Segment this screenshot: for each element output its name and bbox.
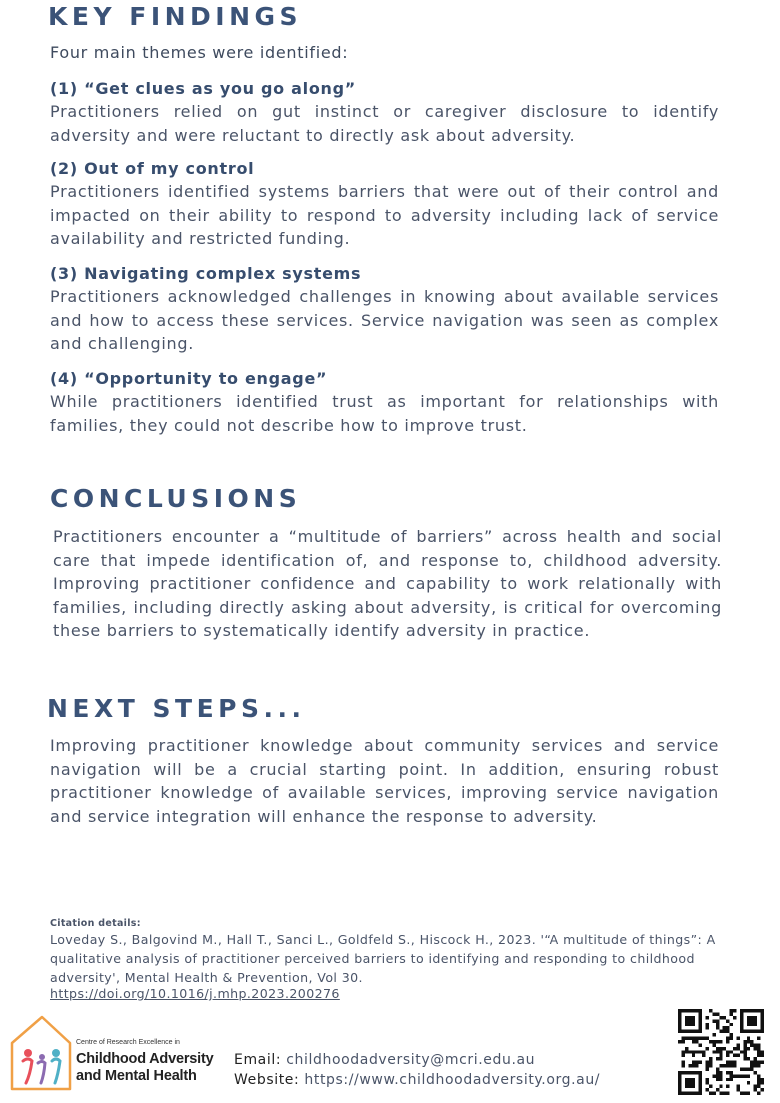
cre-logo [8,1013,228,1095]
conclusions-text: Practitioners encounter a “multitude of barriers” across health and social care that impede identification of, and response to, childhood adversity. Improving practitioner confidence and capability to work relationally with families, including directly asking about adversity, is critical for overcoming these barriers to systematically identify adversity in practice. [53,527,722,640]
logo-subtitle: Centre of Research Excellence in [76,1039,180,1046]
theme-2 [50,157,719,251]
theme-text: Practitioners acknowledged challenges in knowing about available services and how to access these services. Service navigation was seen as complex and challenging. [50,287,719,353]
logo-title [76,1051,236,1085]
conclusions-heading: CONCLUSIONS [50,484,302,513]
theme-title: (2) Out of my control [50,159,255,178]
website-label: Website: [234,1072,300,1088]
theme-text: Practitioners identified systems barriers that were out of their control and impacted on their ability to respond to adversity including lack of service availability and restricted funding. [50,182,719,248]
email-link[interactable]: childhoodadversity@mcri.edu.au [286,1052,536,1068]
citation-label: Citation details: [50,918,141,929]
theme-title: (4) “Opportunity to engage” [50,369,328,388]
next-steps-text: Improving practitioner knowledge about community services and service navigation will be a crucial starting point. In addition, ensuring robust practitioner knowledge of available services, improving service navigation and service integration will enhance the response to adversity. [50,736,719,826]
website-link[interactable]: https://www.childhoodadversity.org.au/ [304,1072,601,1088]
next-steps-heading: NEXT STEPS... [47,694,306,723]
contact-website [234,1072,600,1088]
theme-title: (1) “Get clues as you go along” [50,79,356,98]
theme-3 [50,262,719,356]
theme-title: (3) Navigating complex systems [50,264,362,283]
theme-4 [50,367,719,437]
citation-doi-link[interactable]: https://doi.org/10.1016/j.mhp.2023.200276 [50,986,340,1001]
key-findings-intro: Four main themes were identified: [50,43,349,62]
contact-email [234,1052,535,1068]
logo-title-line-1: Childhood Adversity [76,1051,214,1067]
theme-text: While practitioners identified trust as important for relationships with families, they could not describe how to improve trust. [50,392,719,435]
logo-title-line-2: and Mental Health [76,1068,197,1084]
theme-1 [50,77,719,147]
qr-code-icon[interactable] [678,1009,764,1095]
theme-text: Practitioners relied on gut instinct or caregiver disclosure to identify adversity and were reluctant to directly ask about adversity. [50,102,719,145]
house-logo-icon [8,1013,72,1093]
citation-text: Loveday S., Balgovind M., Hall T., Sanci L., Goldfeld S., Hiscock H., 2023. '“A multitude of things”: A qualitative analysis of practitioner perceived barriers to identifying and responding to childhood adversity', Mental Health & Prevention, Vol 30. [50,932,716,986]
key-findings-heading: KEY FINDINGS [48,2,303,31]
email-label: Email: [234,1052,282,1068]
